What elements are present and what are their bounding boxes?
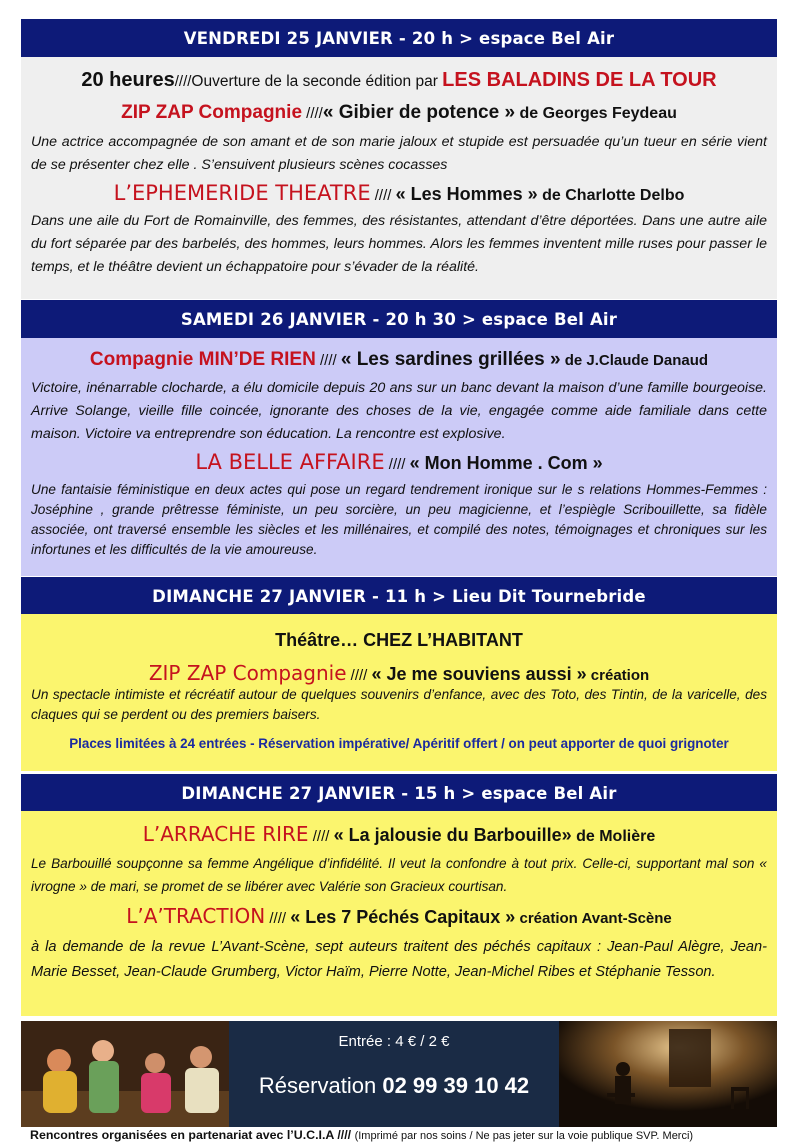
- play-title: « Mon Homme . Com »: [409, 453, 603, 473]
- play-title-line: [21, 904, 777, 929]
- troupe-name: ZIP ZAP Compagnie: [121, 102, 303, 123]
- play-author: création Avant-Scène: [515, 910, 672, 927]
- troupe-name: ZIP ZAP Compagnie: [148, 661, 347, 685]
- play-title-line: [21, 661, 777, 686]
- play-author: de J.Claude Danaud: [560, 352, 709, 369]
- troupe-name: L’ARRACHE RIRE: [142, 822, 309, 846]
- info-strip: [21, 1021, 777, 1127]
- opening-text: Ouverture de la seconde édition par: [191, 73, 443, 90]
- reservation-line: [229, 1073, 559, 1099]
- troupe-name: LES BALADINS DE LA TOUR: [442, 69, 717, 91]
- date-band-sunday-morning: DIMANCHE 27 JANVIER - 11 h > Lieu Dit Tournebride: [21, 577, 777, 615]
- section-heading: Théâtre… CHEZ L’HABITANT: [275, 630, 523, 650]
- separator: ////: [302, 105, 323, 122]
- opening-time: 20 heures: [81, 69, 175, 91]
- play-title: « Je me souviens aussi »: [371, 664, 587, 684]
- play-description: Un spectacle intimiste et récréatif autour de quelques souvenirs d’enfance, avec des Toto, des Tintin, de la varicelle, des claques qui se perdent ou des premiers baisers.: [31, 687, 767, 722]
- play-description: Dans une aile du Fort de Romainville, des femmes, des résistantes, attendant d’être déportées. Dans une autre aile du fort séparée par des barbelés, des hommes, leurs hommes. Alors les femmes inventent mille ruses pour passer le temps, et le théâtre devient un échappatoire pour s’évader de la réalité.: [31, 213, 767, 275]
- separator: ////: [174, 73, 192, 90]
- separator: ////: [370, 187, 396, 204]
- opening-line: [21, 69, 777, 92]
- troupe-name: L’A’TRACTION: [126, 904, 266, 928]
- play-author: création: [586, 667, 650, 684]
- troupe-name: Compagnie MIN’DE RIEN: [89, 349, 316, 370]
- stage-photo-illustration: [559, 1021, 777, 1127]
- play-title-line: [21, 181, 777, 206]
- photo-actors-left: [21, 1021, 229, 1127]
- play-description: à la demande de la revue L’Avant-Scène, sept auteurs traitent des péchés capitaux : Jean-Paul Alègre, Jean-Marie Besset, Jean-Claude Grumberg, Victor Haïm, Pierre Notte, Jean-Michel Ribes et Stéphanie Tesson.: [31, 939, 767, 980]
- photo-stage-right: [559, 1021, 777, 1127]
- date-band-friday: VENDREDI 25 JANVIER - 20 h > espace Bel Air: [21, 19, 777, 57]
- play-author: de Molière: [571, 828, 656, 845]
- reservation-notice: Places limitées à 24 entrées - Réservation impérative/ Apéritif offert / on peut apporter de quoi grignoter: [69, 736, 729, 751]
- play-description: Une actrice accompagnée de son amant et de son marie jaloux et stupide est persuadée qu’un tueur en série vient de se présenter chez elle . S’ensuivent plusieurs scènes cocasses: [31, 134, 767, 173]
- troupe-name: L’EPHEMERIDE THEATRE: [113, 181, 371, 205]
- reservation-box: [229, 1021, 559, 1127]
- footer-partnership: Rencontres organisées en partenariat avec l’U.C.I.A ////: [30, 1128, 355, 1142]
- play-title-line: [21, 102, 777, 124]
- panel-sunday-afternoon: [21, 811, 777, 1016]
- play-title: « La jalousie du Barbouille»: [333, 825, 572, 845]
- entry-price: Entrée : 4 € / 2 €: [338, 1033, 450, 1050]
- play-title: « Les sardines grillées »: [340, 349, 561, 370]
- panel-saturday: [21, 338, 777, 576]
- play-title-line: [21, 450, 777, 475]
- footer-note: [30, 1128, 693, 1142]
- reservation-label: Réservation: [258, 1073, 383, 1098]
- play-author: de Charlotte Delbo: [537, 187, 685, 204]
- separator: ////: [315, 352, 341, 369]
- play-title-line: [21, 349, 777, 371]
- play-title: « Gibier de potence »: [322, 102, 516, 123]
- play-description: Le Barbouillé soupçonne sa femme Angélique d’infidélité. Il veut la confondre à tout prix. Celle-ci, supportant mal son « ivrogne » de mari, se promet de se libérer avec Valérie son Gracieux courtisan.: [31, 856, 767, 894]
- play-title-line: [21, 822, 777, 847]
- date-band-saturday: SAMEDI 26 JANVIER - 20 h 30 > espace Bel Air: [21, 300, 777, 338]
- date-band-sunday-afternoon: DIMANCHE 27 JANVIER - 15 h > espace Bel Air: [21, 774, 777, 812]
- separator: ////: [384, 456, 410, 473]
- play-description: Une fantaisie féministique en deux actes qui pose un regard tendrement ironique sur le s relations Hommes-Femmes : Joséphine , grande prêtresse féministe, un peu sorcière, un peu magicienne, et l’espiègle Scribouillette, sa fidèle associée, ont traversé ensemble les siècles et les millénaires, et compilé des notes, témoignages et chroniques sur les infortunes et les difficultés de la vie amoureuse.: [31, 482, 767, 557]
- separator: ////: [265, 910, 291, 927]
- panel-sunday-morning: [21, 614, 777, 771]
- play-author: de Georges Feydeau: [515, 105, 677, 122]
- separator: ////: [346, 667, 372, 684]
- troupe-name: LA BELLE AFFAIRE: [195, 450, 385, 474]
- reservation-phone: 02 99 39 10 42: [382, 1073, 530, 1098]
- actors-photo-illustration: [21, 1021, 229, 1127]
- footer-disclaimer: (Imprimé par nos soins / Ne pas jeter sur la voie publique SVP. Merci): [354, 1130, 694, 1142]
- play-title: « Les 7 Péchés Capitaux »: [290, 907, 516, 927]
- separator: ////: [308, 828, 334, 845]
- play-description: Victoire, inénarrable clocharde, a élu domicile depuis 20 ans sur un banc devant la maison d’une famille bourgeoise. Arrive Solange, vieille fille coincée, ignorante des choses de la vie, engagée comme aide familiale dans cette maison. Victoire va entreprendre son éducation. La rencontre est explosive.: [31, 380, 767, 442]
- panel-friday: [21, 57, 777, 299]
- play-title: « Les Hommes »: [395, 184, 538, 204]
